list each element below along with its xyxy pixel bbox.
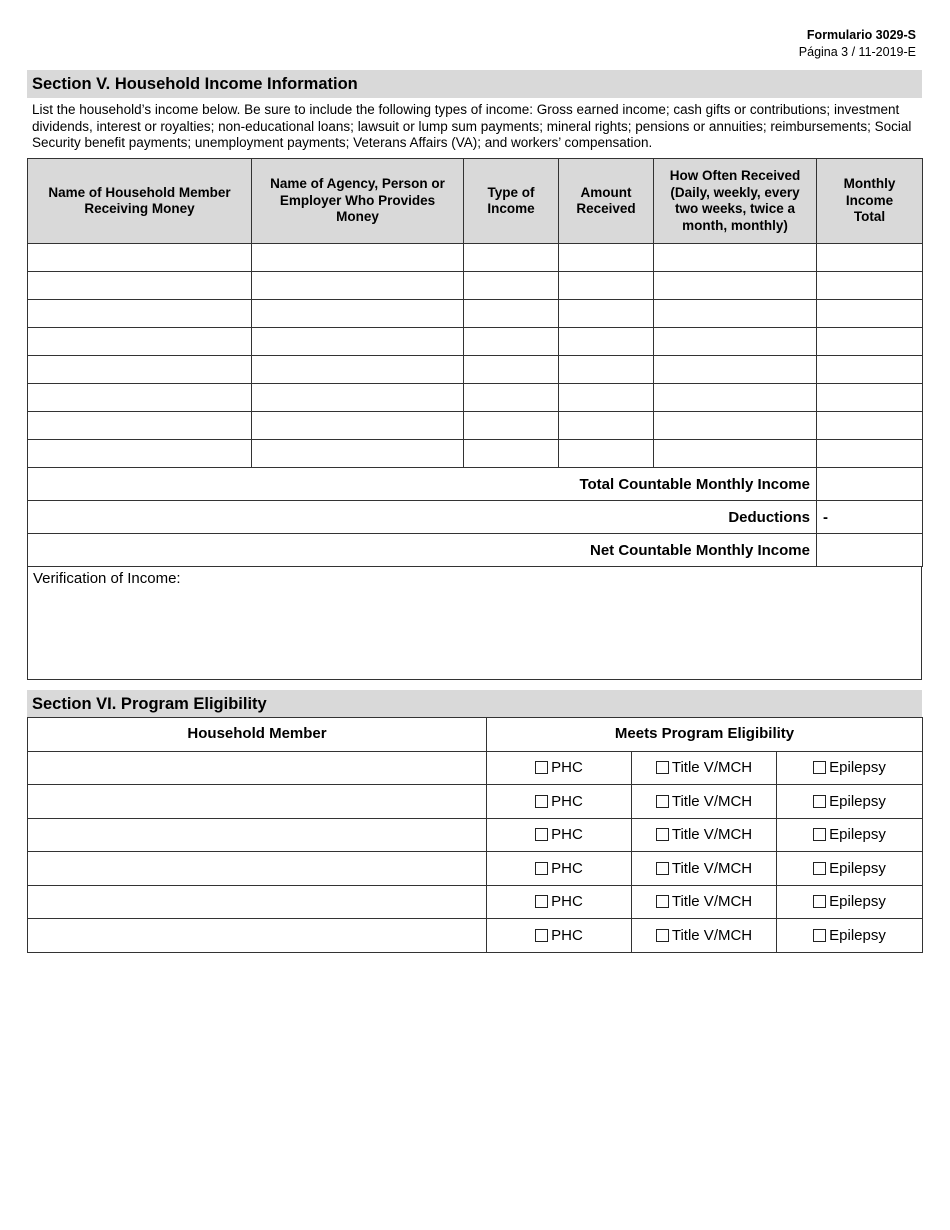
monthly-total-field[interactable] [817, 356, 923, 384]
phc-option[interactable] [487, 826, 631, 843]
household-member-field[interactable] [28, 852, 487, 886]
income-row [28, 440, 923, 468]
epilepsy-label: Epilepsy [829, 759, 886, 777]
phc-label: PHC [551, 759, 583, 777]
monthly-total-field[interactable] [817, 244, 923, 272]
phc-checkbox[interactable] [535, 929, 548, 942]
amount-field[interactable] [559, 244, 654, 272]
member-name-field[interactable] [28, 272, 252, 300]
epilepsy-label: Epilepsy [829, 859, 886, 877]
agency-field[interactable] [252, 328, 464, 356]
frequency-field[interactable] [654, 300, 817, 328]
eligibility-row [28, 751, 923, 785]
phc-label: PHC [551, 926, 583, 944]
deductions-label: Deductions [28, 501, 817, 534]
col-agency: Name of Agency, Person or Employer Who Provides Money [252, 159, 464, 244]
section-6-title: Section VI. Program Eligibility [27, 690, 922, 718]
member-name-field[interactable] [28, 412, 252, 440]
frequency-field[interactable] [654, 412, 817, 440]
eligibility-option-cell [777, 852, 923, 886]
net-income-field[interactable] [817, 534, 923, 567]
eligibility-option-cell [487, 818, 632, 852]
income-type-field[interactable] [464, 412, 559, 440]
eligibility-option-cell [777, 919, 923, 953]
phc-label: PHC [551, 859, 583, 877]
eligibility-option-cell [777, 818, 923, 852]
income-row [28, 244, 923, 272]
agency-field[interactable] [252, 356, 464, 384]
phc-checkbox[interactable] [535, 795, 548, 808]
epilepsy-label: Epilepsy [829, 893, 886, 911]
eligibility-option-cell [487, 852, 632, 886]
household-member-field[interactable] [28, 818, 487, 852]
title-v-mch-label: Title V/MCH [671, 826, 753, 844]
title-v-mch-label: Title V/MCH [671, 926, 753, 944]
phc-checkbox[interactable] [535, 828, 548, 841]
phc-option[interactable] [487, 759, 631, 776]
title-v-mch-label: Title V/MCH [671, 759, 753, 777]
phc-option[interactable] [487, 893, 631, 910]
household-member-field[interactable] [28, 751, 487, 785]
title-v-mch-option[interactable] [632, 826, 776, 843]
income-row [28, 384, 923, 412]
section-5-title: Section V. Household Income Information [27, 70, 922, 98]
epilepsy-checkbox[interactable] [813, 761, 826, 774]
income-type-field[interactable] [464, 440, 559, 468]
page-info: Página 3 / 11-2019-E [798, 45, 916, 59]
household-member-field[interactable] [28, 885, 487, 919]
epilepsy-option[interactable] [777, 893, 922, 910]
epilepsy-label: Epilepsy [829, 826, 886, 844]
phc-checkbox[interactable] [535, 761, 548, 774]
eligibility-row [28, 885, 923, 919]
frequency-field[interactable] [654, 356, 817, 384]
household-member-field[interactable] [28, 919, 487, 953]
title-v-mch-label: Title V/MCH [671, 893, 753, 911]
eligibility-table [27, 717, 923, 953]
monthly-total-field[interactable] [817, 384, 923, 412]
eligibility-option-cell [777, 885, 923, 919]
agency-field[interactable] [252, 384, 464, 412]
eligibility-option-cell [487, 919, 632, 953]
eligibility-option-cell [632, 852, 777, 886]
member-name-field[interactable] [28, 328, 252, 356]
deductions-field[interactable]: - [817, 501, 923, 534]
verification-box[interactable] [27, 567, 922, 680]
frequency-field[interactable] [654, 384, 817, 412]
col-monthly-total: Monthly Income Total [817, 159, 923, 244]
phc-checkbox[interactable] [535, 862, 548, 875]
section-5-intro: List the household’s income below. Be sure to include the following types of income: Gross earned income; cash gifts or contributions; investment dividends, interest or royalties; non-educational loans; lawsuit or lump sum payments; mineral rights; pensions or annuities; reimbursements; Social Security benefit payments; unemployment payments; Veterans Affairs (VA); and workers’ compensation. [32, 102, 912, 150]
income-row [28, 300, 923, 328]
agency-field[interactable] [252, 412, 464, 440]
phc-label: PHC [551, 792, 583, 810]
total-income-label: Total Countable Monthly Income [28, 468, 817, 501]
phc-option[interactable] [487, 793, 631, 810]
eligibility-option-cell [632, 885, 777, 919]
epilepsy-option[interactable] [777, 927, 922, 944]
agency-field[interactable] [252, 300, 464, 328]
income-type-field[interactable] [464, 356, 559, 384]
eligibility-option-cell [487, 785, 632, 819]
col-meets-eligibility: Meets Program Eligibility [487, 718, 923, 752]
total-income-field[interactable] [817, 468, 923, 501]
epilepsy-label: Epilepsy [829, 926, 886, 944]
eligibility-option-cell [777, 785, 923, 819]
phc-option[interactable] [487, 860, 631, 877]
phc-label: PHC [551, 826, 583, 844]
verification-label: Verification of Income: [33, 570, 181, 587]
income-row [28, 272, 923, 300]
epilepsy-option[interactable] [777, 826, 922, 843]
member-name-field[interactable] [28, 300, 252, 328]
epilepsy-checkbox[interactable] [813, 895, 826, 908]
phc-label: PHC [551, 893, 583, 911]
epilepsy-option[interactable] [777, 860, 922, 877]
title-v-mch-label: Title V/MCH [671, 859, 753, 877]
epilepsy-option[interactable] [777, 759, 922, 776]
eligibility-option-cell [632, 919, 777, 953]
col-amount: Amount Received [559, 159, 654, 244]
epilepsy-label: Epilepsy [829, 792, 886, 810]
agency-field[interactable] [252, 440, 464, 468]
title-v-mch-checkbox[interactable] [656, 862, 669, 875]
member-name-field[interactable] [28, 384, 252, 412]
frequency-field[interactable] [654, 272, 817, 300]
income-type-field[interactable] [464, 244, 559, 272]
col-frequency: How Often Received (Daily, weekly, every two weeks, twice a month, monthly) [654, 159, 817, 244]
title-v-mch-label: Title V/MCH [671, 792, 753, 810]
income-row [28, 328, 923, 356]
phc-checkbox[interactable] [535, 895, 548, 908]
amount-field[interactable] [559, 356, 654, 384]
net-income-label: Net Countable Monthly Income [28, 534, 817, 567]
agency-field[interactable] [252, 272, 464, 300]
monthly-total-field[interactable] [817, 412, 923, 440]
monthly-total-field[interactable] [817, 272, 923, 300]
epilepsy-checkbox[interactable] [813, 862, 826, 875]
income-row [28, 356, 923, 384]
frequency-field[interactable] [654, 244, 817, 272]
amount-field[interactable] [559, 272, 654, 300]
form-id: Formulario 3029-S [806, 28, 916, 42]
income-table [27, 158, 923, 567]
epilepsy-option[interactable] [777, 793, 922, 810]
amount-field[interactable] [559, 440, 654, 468]
form-header [799, 27, 916, 61]
title-v-mch-option[interactable] [632, 893, 776, 910]
title-v-mch-checkbox[interactable] [656, 828, 669, 841]
title-v-mch-checkbox[interactable] [656, 795, 669, 808]
epilepsy-checkbox[interactable] [813, 828, 826, 841]
member-name-field[interactable] [28, 244, 252, 272]
frequency-field[interactable] [654, 440, 817, 468]
epilepsy-checkbox[interactable] [813, 929, 826, 942]
monthly-total-field[interactable] [817, 440, 923, 468]
monthly-total-field[interactable] [817, 328, 923, 356]
agency-field[interactable] [252, 244, 464, 272]
phc-option[interactable] [487, 927, 631, 944]
eligibility-option-cell [632, 785, 777, 819]
eligibility-row [28, 919, 923, 953]
amount-field[interactable] [559, 412, 654, 440]
title-v-mch-option[interactable] [632, 793, 776, 810]
income-type-field[interactable] [464, 384, 559, 412]
income-type-field[interactable] [464, 328, 559, 356]
income-row [28, 412, 923, 440]
amount-field[interactable] [559, 384, 654, 412]
member-name-field[interactable] [28, 440, 252, 468]
household-member-field[interactable] [28, 785, 487, 819]
col-income-type: Type of Income [464, 159, 559, 244]
eligibility-option-cell [487, 751, 632, 785]
eligibility-option-cell [632, 751, 777, 785]
title-v-mch-option[interactable] [632, 860, 776, 877]
frequency-field[interactable] [654, 328, 817, 356]
col-household-member: Household Member [28, 718, 487, 752]
col-member-name: Name of Household Member Receiving Money [28, 159, 252, 244]
title-v-mch-checkbox[interactable] [656, 929, 669, 942]
eligibility-option-cell [487, 885, 632, 919]
title-v-mch-checkbox[interactable] [656, 895, 669, 908]
eligibility-row [28, 852, 923, 886]
income-type-field[interactable] [464, 272, 559, 300]
title-v-mch-checkbox[interactable] [656, 761, 669, 774]
income-type-field[interactable] [464, 300, 559, 328]
amount-field[interactable] [559, 328, 654, 356]
amount-field[interactable] [559, 300, 654, 328]
title-v-mch-option[interactable] [632, 927, 776, 944]
member-name-field[interactable] [28, 356, 252, 384]
monthly-total-field[interactable] [817, 300, 923, 328]
title-v-mch-option[interactable] [632, 759, 776, 776]
eligibility-option-cell [777, 751, 923, 785]
eligibility-row [28, 818, 923, 852]
eligibility-row [28, 785, 923, 819]
epilepsy-checkbox[interactable] [813, 795, 826, 808]
eligibility-option-cell [632, 818, 777, 852]
